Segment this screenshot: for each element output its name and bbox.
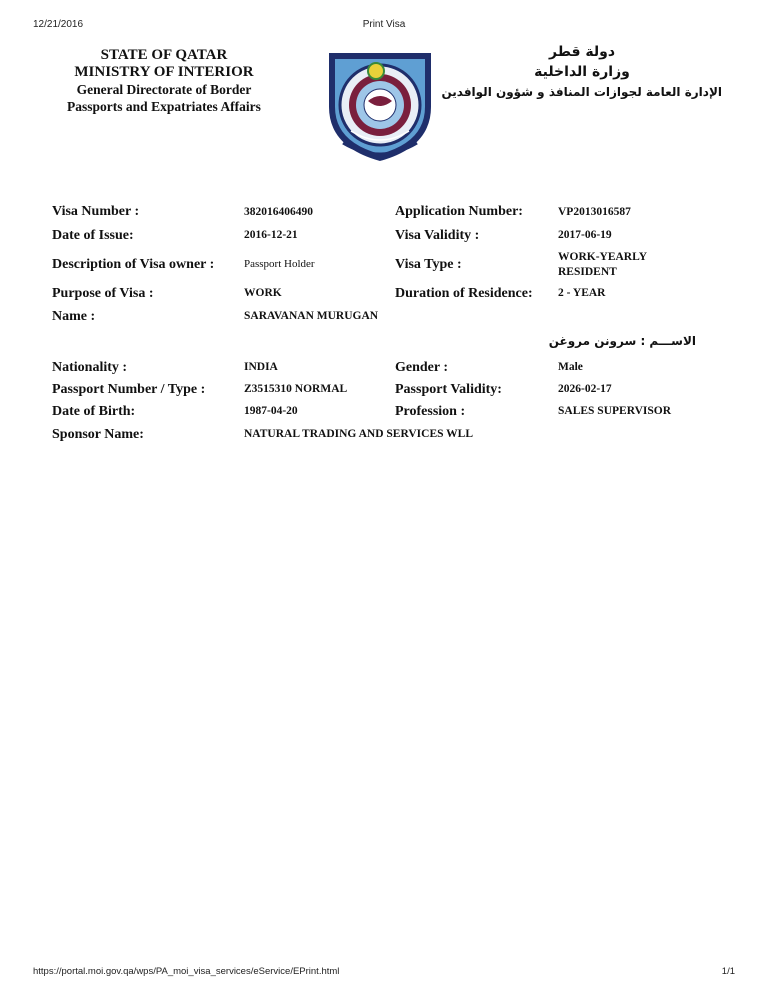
arabic-name: الاســـم : سرونن مروغن <box>548 334 696 348</box>
purpose-label: Purpose of Visa : <box>52 286 154 301</box>
sponsor-value: NATURAL TRADING AND SERVICES WLL <box>244 428 474 440</box>
passport-validity-value: 2026-02-17 <box>558 383 612 395</box>
nationality-label: Nationality : <box>52 360 128 375</box>
state-title: STATE OF QATAR <box>100 47 228 63</box>
date-of-issue-value: 2016-12-21 <box>244 229 298 241</box>
state-title-ar: دولة قطر <box>548 44 616 60</box>
application-number-value: VP2013016587 <box>558 206 631 218</box>
page-url: https://portal.moi.gov.qa/wps/PA_moi_visa_services/eService/EPrint.html <box>33 966 340 977</box>
duration-value: 2 - YEAR <box>558 287 606 299</box>
name-value: SARAVANAN MURUGAN <box>244 310 379 322</box>
department-title: Passports and Expatriates Affairs <box>67 99 261 114</box>
purpose-value: WORK <box>244 287 282 299</box>
date-of-birth-value: 1987-04-20 <box>244 405 298 417</box>
print-footer <box>0 966 768 980</box>
nationality-value: INDIA <box>244 361 278 373</box>
profession-label: Profession : <box>395 404 466 419</box>
visa-type-label: Visa Type : <box>395 257 462 272</box>
print-date: 12/21/2016 <box>33 19 84 30</box>
description-value: Passport Holder <box>244 258 315 270</box>
passport-number-label: Passport Number / Type : <box>52 382 206 397</box>
date-of-issue-label: Date of Issue: <box>52 228 134 243</box>
name-label: Name : <box>52 309 96 324</box>
profession-value: SALES SUPERVISOR <box>558 405 672 417</box>
gender-value: Male <box>558 361 583 373</box>
passport-number-value: Z3515310 NORMAL <box>244 383 348 395</box>
visa-number-label: Visa Number : <box>52 204 140 219</box>
print-title: Print Visa <box>362 19 406 30</box>
description-label: Description of Visa owner : <box>52 257 215 272</box>
directorate-title: General Directorate of Border <box>76 82 252 97</box>
date-of-birth-label: Date of Birth: <box>52 404 136 419</box>
sponsor-label: Sponsor Name: <box>52 427 144 442</box>
visa-validity-label: Visa Validity : <box>395 228 480 243</box>
page-number: 1/1 <box>721 966 735 977</box>
english-header <box>52 47 276 115</box>
ministry-emblem-icon <box>323 47 437 165</box>
duration-label: Duration of Residence: <box>395 286 533 301</box>
visa-number-value: 382016406490 <box>244 206 313 218</box>
ministry-title: MINISTRY OF INTERIOR <box>74 64 254 80</box>
print-header <box>0 19 768 33</box>
visa-validity-value: 2017-06-19 <box>558 229 612 241</box>
arabic-header <box>442 42 722 102</box>
application-number-label: Application Number: <box>395 204 523 219</box>
ministry-title-ar: وزارة الداخلية <box>534 64 630 80</box>
directorate-title-ar: الإدارة العامة لجوازات المنافذ و شؤون الوافدين <box>441 85 722 99</box>
visa-type-value: WORK-YEARLY RESIDENT <box>558 251 647 278</box>
gender-label: Gender : <box>395 360 449 375</box>
passport-validity-label: Passport Validity: <box>395 382 502 397</box>
